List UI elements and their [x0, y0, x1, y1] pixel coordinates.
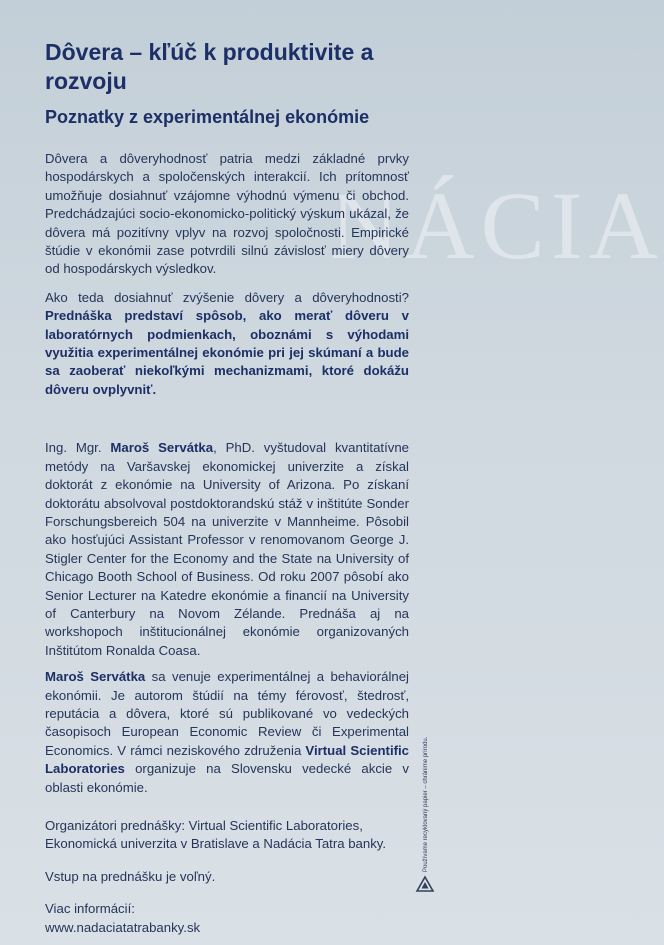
more-info-label: Viac informácií: — [45, 901, 135, 917]
leaflet-content — [45, 38, 409, 937]
speaker-research-paragraph — [45, 668, 409, 797]
speaker-bio-paragraph — [45, 439, 409, 660]
speaker-bio-text: , PhD. vyštudoval kvantitatívne metódy na Varšavskej ekonomickej univerzite a získal doktorát z ekonómie na University of Arizona. Po získaní doktorátu absolvoval postdoktorandskú stáž v inštitúte Sonder Forschungsbereich 504 na univerzite v Mannheime. Pôsobil ako hosťujúci Assistant Professor v renomovanom George J. Stigler Center for the Economy and the State na University of Chicago Booth School of Business. Od roku 2007 pôsobí ako Senior Lecturer na Katedre ekonómie a financií na University of Canterbury na Novom Zélande. Prednáša aj na workshopoch inštitucionálnej ekonómie organizovaných Inštitútom Ronalda Coasa. — [45, 440, 410, 658]
speaker-name: Maroš Servátka — [110, 440, 214, 456]
entry-note: Vstup na prednášku je voľný. — [45, 868, 216, 884]
more-info-block — [45, 900, 409, 937]
intro-paragraph: Dôvera a dôveryhodnosť patria medzi základné prvky hospodárskych a spoločenských interakcií. Ich prítomnosť umožňuje dosiahnuť vzájomne výhodnú výmenu či obchod. Predchádzajúci socio-ekonomicko-politický výskum ukázal, že dôvera má pozitívny vplyv na rozvoj spoločnosti. Empirické štúdie v ekonómii zase potvrdili silnú závislosť miery dôvery od hospodárskych výsledkov. — [45, 151, 409, 277]
website-link[interactable]: www.nadaciatatrabanky.sk — [45, 919, 201, 935]
speaker-name-2: Maroš Servátka — [45, 669, 146, 685]
lecture-summary: Prednáška predstaví spôsob, ako merať dôveru v laboratórnych podmienkach, oboznámi s výhodami využitia experimentálnej ekonómie pri jej skúmaní a bude sa zaoberať niekoľkými mechanizmami, ktoré dokážu dôveru ovplyvniť. — [45, 308, 409, 397]
speaker-degrees: Ing. Mgr. — [45, 440, 102, 456]
organizers-paragraph: Organizátori prednášky: Virtual Scientific Laboratories, Ekonomická univerzita v Bratislave a Nadácia Tatra banky. — [45, 818, 387, 852]
recycled-paper-note — [414, 736, 438, 894]
organization-name: Virtual Scientific Laboratories — [45, 742, 409, 777]
watermark-text: NÁCIA — [330, 172, 664, 279]
question-text: Ako teda dosiahnuť zvýšenie dôvery a dôveryhodnosti? — [45, 289, 409, 305]
recycled-paper-text: Používame recyklovaný papier – chránime prírodu. — [423, 736, 429, 872]
speaker-research-end: organizuje na Slovensku vedecké akcie v oblasti ekonómie. — [45, 761, 409, 795]
speaker-research-text: sa venuje experimentálnej a behaviorálnej ekonómii. Je autorom štúdií na témy férovosť, štedrosť, reputácia a dôvera, ktoré sú publikované vo vedeckých časopisoch European Economic Review či Experimental Economics. V rámci neziskového združenia — [45, 669, 409, 758]
recycle-icon — [416, 876, 434, 892]
lecture-paragraph — [45, 289, 409, 399]
page-subtitle: Poznatky z experimentálnej ekonómie — [45, 107, 370, 127]
page-title: Dôvera – kľúč k produktivite a rozvoju — [45, 39, 374, 94]
